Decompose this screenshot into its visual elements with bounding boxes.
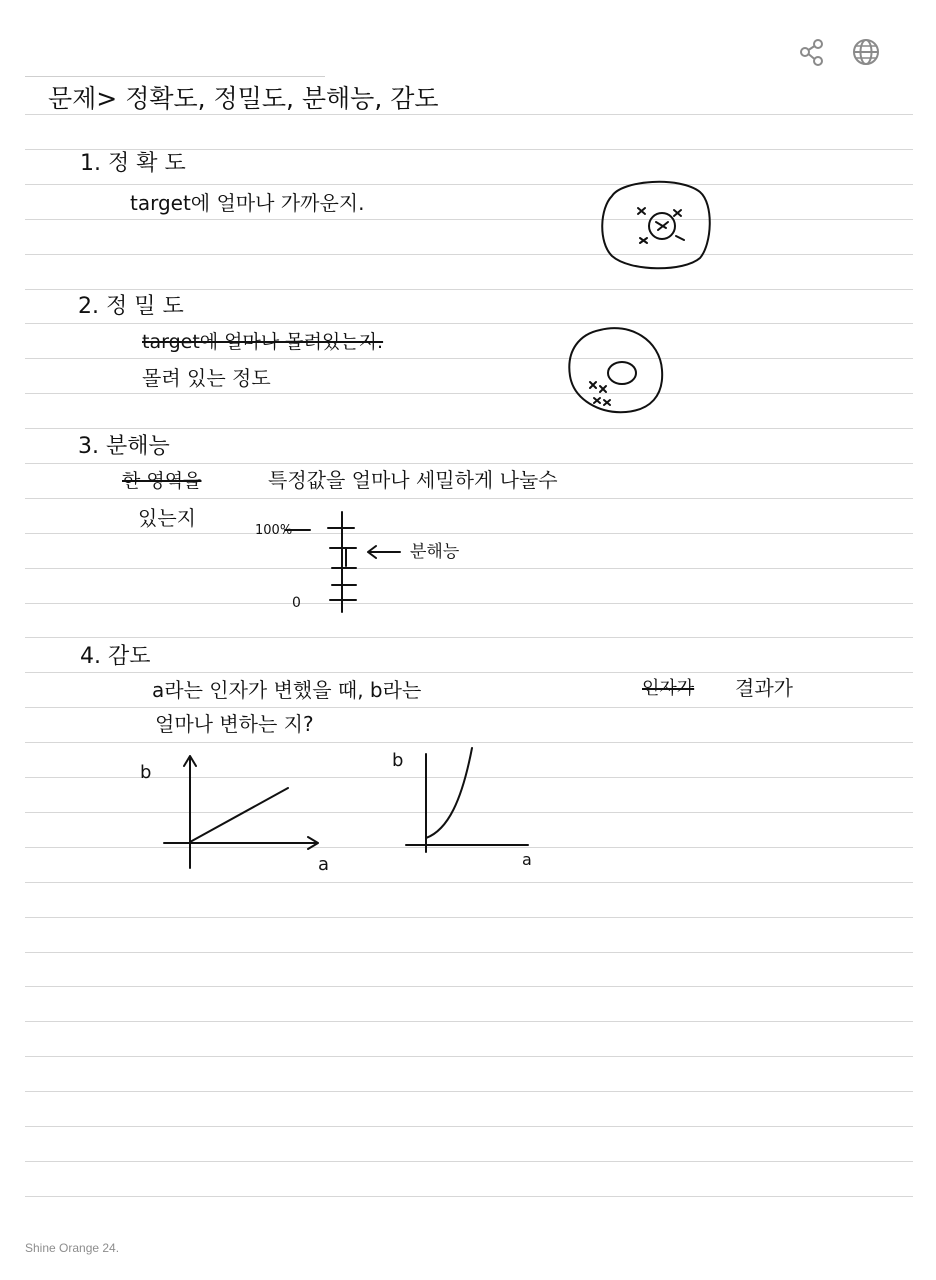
section-2-line-1: 몰려 있는 정도 bbox=[142, 366, 271, 390]
graph-1-y-label: b bbox=[140, 762, 152, 783]
scale-bottom-label: 0 bbox=[292, 595, 301, 611]
section-3-line-2: 있는지 bbox=[138, 506, 196, 530]
section-1-heading: 1. 정 확 도 bbox=[80, 151, 186, 176]
section-1-line-1: target에 얼마나 가까운지. bbox=[130, 191, 365, 215]
precision-target-sketch bbox=[569, 328, 662, 412]
section-4-line-2: 얼마나 변하는 지? bbox=[155, 712, 314, 736]
nonlinear-sensitivity-graph bbox=[406, 748, 528, 852]
footer-brand: Shine Orange 24. bbox=[25, 1241, 120, 1255]
section-3-line-1: 특정값을 얼마나 세밀하게 나눌수 bbox=[268, 468, 558, 492]
graph-2-x-label: a bbox=[522, 850, 532, 869]
section-2-struck-text: target에 얼마나 몰려있는지. bbox=[142, 331, 384, 353]
graph-2-y-label: b bbox=[392, 750, 404, 771]
scale-arrow-label: 분해능 bbox=[410, 542, 460, 562]
resolution-scale-sketch bbox=[285, 512, 400, 612]
accuracy-target-sketch bbox=[602, 182, 710, 268]
section-3-struck-text: 한 영역을 bbox=[122, 470, 202, 492]
graph-1-x-label: a bbox=[318, 854, 330, 875]
section-4-heading: 4. 감도 bbox=[80, 644, 151, 669]
section-4-line-1: a라는 인자가 변했을 때, b라는 bbox=[152, 678, 422, 702]
section-2-heading: 2. 정 밀 도 bbox=[78, 294, 184, 319]
note-title: 문제> 정확도, 정밀도, 분해능, 감도 bbox=[48, 84, 439, 113]
scale-top-label: 100% bbox=[255, 523, 293, 538]
section-4-struck-text: 인자가 bbox=[642, 678, 695, 699]
section-3-heading: 3. 분해능 bbox=[78, 434, 170, 459]
section-4-line-1-tail: 결과가 bbox=[735, 676, 793, 700]
linear-sensitivity-graph bbox=[164, 756, 318, 868]
